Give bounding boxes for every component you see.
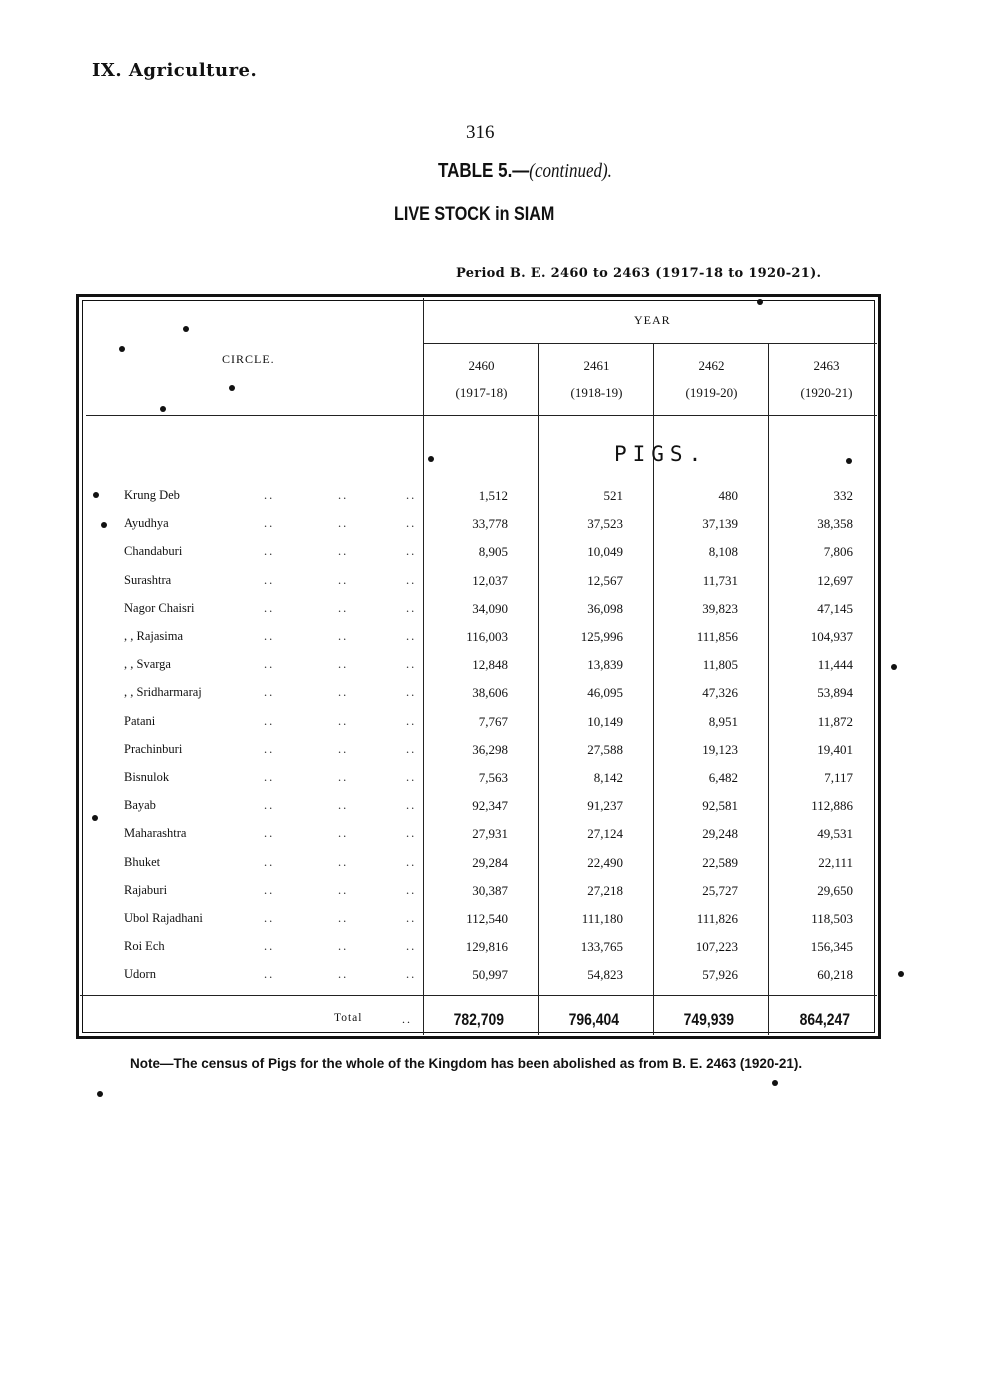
value-cell: 11,731 — [702, 572, 738, 588]
leader-dots: .. — [338, 657, 349, 672]
total-label: Total — [334, 1012, 363, 1024]
scan-speck — [891, 664, 897, 670]
table-row — [84, 685, 874, 713]
value-cell: 54,823 — [587, 967, 623, 983]
scan-speck — [772, 1080, 778, 1086]
table-title-main: TABLE 5.— — [438, 160, 530, 182]
circle-name: Rajaburi — [124, 882, 168, 897]
circle-name: Prachinburi — [124, 741, 183, 756]
value-cell: 19,401 — [817, 741, 853, 757]
value-cell: 30,387 — [472, 882, 508, 898]
leader-dots: .. — [338, 544, 349, 559]
table-title-continued: (continued). — [529, 160, 612, 182]
value-cell: 8,951 — [708, 713, 738, 729]
leader-dots: .. — [264, 600, 275, 615]
value-cell: 11,444 — [817, 657, 853, 673]
leader-dots: .. — [406, 488, 417, 502]
value-cell: 37,139 — [702, 516, 738, 532]
value-cell: 60,218 — [817, 967, 853, 983]
value-cell: 22,589 — [702, 854, 738, 870]
leader-dots: .. — [406, 770, 417, 784]
value-cell: 47,145 — [817, 600, 853, 616]
table-row — [84, 544, 874, 572]
table-row — [84, 967, 874, 995]
leader-dots: .. — [264, 488, 275, 502]
value-cell: 6,482 — [708, 770, 738, 785]
value-cell: 125,996 — [580, 629, 623, 644]
leader-dots: .. — [264, 544, 275, 559]
table-row — [84, 742, 874, 770]
value-cell: 39,823 — [702, 600, 738, 616]
scan-speck — [183, 326, 189, 332]
leader-dots: .. — [338, 911, 349, 925]
year-header-rule — [423, 343, 877, 344]
value-cell: 27,588 — [587, 741, 623, 757]
value-cell: 12,697 — [817, 572, 853, 588]
circle-header: CIRCLE. — [222, 352, 275, 366]
footnote: Note—The census of Pigs for the whole of the Kingdom has been abolished as from B. E. 2463 (1920-21). — [130, 1056, 803, 1071]
year-be: 2463 — [813, 358, 840, 373]
value-cell: 111,180 — [581, 911, 623, 926]
leader-dots: .. — [264, 741, 275, 756]
value-cell: 10,049 — [587, 544, 623, 560]
leader-dots: .. — [338, 939, 349, 954]
total-2462: 749,939 — [683, 1010, 734, 1029]
leader-dots: .. — [264, 798, 275, 813]
leader-dots: .. — [406, 713, 417, 728]
circle-name: Chandaburi — [124, 544, 183, 559]
leader-dots: .. — [264, 685, 275, 700]
leader-dots: .. — [406, 854, 417, 869]
circle-name: , , Svarga — [124, 657, 171, 672]
leader-dots: .. — [264, 854, 275, 869]
value-cell: 38,358 — [817, 516, 853, 532]
table-row — [84, 714, 874, 742]
value-cell: 19,123 — [702, 741, 738, 757]
year-ce: (1920-21) — [800, 385, 853, 400]
leader-dots: .. — [406, 798, 417, 813]
circle-name: Bisnulok — [124, 770, 170, 784]
value-cell: 27,218 — [587, 882, 623, 898]
total-2460: 782,709 — [453, 1010, 504, 1029]
leader-dots: .. — [264, 629, 275, 643]
value-cell: 480 — [718, 488, 738, 503]
leader-dots: .. — [406, 544, 417, 559]
page-number: 316 — [466, 122, 495, 143]
value-cell: 12,567 — [587, 572, 623, 588]
year-col-2460 — [424, 352, 539, 406]
value-cell: 129,816 — [465, 939, 508, 955]
leader-dots: .. — [338, 770, 349, 784]
leader-dots: .. — [264, 882, 275, 897]
value-cell: 12,037 — [472, 572, 508, 588]
value-cell: 8,108 — [708, 544, 738, 560]
value-cell: 22,111 — [818, 854, 853, 870]
leader-dots: .. — [406, 939, 417, 954]
table-row — [84, 488, 874, 516]
circle-name: Bhuket — [124, 854, 161, 869]
value-cell: 33,778 — [472, 516, 508, 532]
circle-name: Patani — [124, 713, 156, 728]
total-2463: 864,247 — [799, 1010, 850, 1029]
total-leader-dots: .. — [402, 1012, 412, 1026]
scan-speck — [101, 522, 107, 528]
leader-dots: .. — [406, 911, 417, 925]
leader-dots: .. — [406, 600, 417, 615]
year-header: YEAR — [634, 313, 671, 327]
value-cell: 38,606 — [472, 685, 508, 701]
leader-dots: .. — [338, 685, 349, 700]
leader-dots: .. — [264, 826, 275, 841]
scan-speck — [93, 492, 99, 498]
circle-name: , , Sridharmaraj — [124, 685, 202, 700]
scan-speck — [160, 406, 166, 412]
value-cell: 112,540 — [466, 911, 508, 926]
value-cell: 37,523 — [587, 516, 623, 532]
year-be: 2461 — [583, 358, 610, 373]
value-cell: 12,848 — [472, 657, 508, 673]
table-row — [84, 629, 874, 657]
value-cell: 50,997 — [472, 967, 508, 983]
leader-dots: .. — [406, 516, 417, 531]
leader-dots: .. — [406, 741, 417, 756]
leader-dots: .. — [264, 657, 275, 672]
value-cell: 1,512 — [478, 488, 508, 503]
value-cell: 91,237 — [587, 798, 623, 814]
leader-dots: .. — [338, 488, 349, 502]
value-cell: 116,003 — [466, 629, 508, 644]
table-row — [84, 855, 874, 883]
value-cell: 7,806 — [823, 544, 853, 560]
value-cell: 111,856 — [696, 629, 738, 644]
value-cell: 53,894 — [817, 685, 853, 701]
leader-dots: .. — [338, 713, 349, 728]
leader-dots: .. — [338, 741, 349, 756]
scan-speck — [428, 456, 434, 462]
value-cell: 27,124 — [587, 826, 623, 842]
leader-dots: .. — [338, 572, 349, 587]
year-be: 2462 — [698, 358, 725, 373]
value-cell: 92,347 — [472, 798, 508, 814]
value-cell: 104,937 — [810, 629, 853, 644]
year-col-2462 — [654, 352, 769, 406]
value-cell: 11,872 — [817, 713, 853, 729]
value-cell: 22,490 — [587, 854, 623, 870]
leader-dots: .. — [406, 967, 417, 982]
scan-speck — [97, 1091, 103, 1097]
section-heading: IX. Agriculture. — [92, 60, 258, 81]
scan-speck — [119, 346, 125, 352]
circle-name: , , Rajasima — [124, 629, 184, 643]
value-cell: 29,650 — [817, 882, 853, 898]
leader-dots: .. — [338, 798, 349, 813]
table-row — [84, 657, 874, 685]
leader-dots: .. — [406, 882, 417, 897]
value-cell: 156,345 — [810, 939, 853, 955]
table-row — [84, 883, 874, 911]
table-row — [84, 911, 874, 939]
value-cell: 7,767 — [478, 713, 508, 729]
period-line: Period B. E. 2460 to 2463 (1917-18 to 1920-21). — [456, 266, 822, 281]
scan-speck — [898, 971, 904, 977]
circle-name: Maharashtra — [124, 826, 187, 841]
value-cell: 34,090 — [472, 600, 508, 616]
table-row — [84, 826, 874, 854]
leader-dots: .. — [264, 939, 275, 954]
circle-name: Surashtra — [124, 572, 172, 587]
value-cell: 11,805 — [702, 657, 738, 673]
value-cell: 7,563 — [478, 770, 508, 785]
table-subtitle: LIVE STOCK in SIAM — [394, 204, 555, 225]
leader-dots: .. — [338, 629, 349, 643]
table-row — [84, 770, 874, 798]
circle-name: Roi Ech — [124, 939, 165, 954]
year-be: 2460 — [468, 358, 495, 373]
leader-dots: .. — [406, 657, 417, 672]
scan-speck — [229, 385, 235, 391]
year-ce: (1919-20) — [685, 385, 738, 400]
scan-speck — [92, 815, 98, 821]
value-cell: 8,905 — [478, 544, 508, 560]
value-cell: 8,142 — [593, 770, 623, 785]
value-cell: 46,095 — [587, 685, 623, 701]
value-cell: 49,531 — [817, 826, 853, 842]
table-row — [84, 601, 874, 629]
circle-name: Ayudhya — [124, 516, 169, 531]
leader-dots: .. — [264, 572, 275, 587]
scan-speck — [846, 458, 852, 464]
value-cell: 118,503 — [811, 911, 853, 926]
year-ce: (1917-18) — [455, 385, 508, 400]
value-cell: 111,826 — [696, 911, 738, 926]
circle-name: Krung Deb — [124, 488, 180, 502]
leader-dots: .. — [406, 572, 417, 587]
year-col-2463 — [769, 352, 884, 406]
value-cell: 10,149 — [587, 713, 623, 729]
leader-dots: .. — [338, 882, 349, 897]
year-ce: (1918-19) — [570, 385, 623, 400]
value-cell: 57,926 — [702, 967, 738, 983]
value-cell: 36,098 — [587, 600, 623, 616]
leader-dots: .. — [338, 967, 349, 982]
circle-name: Ubol Rajadhani — [124, 911, 203, 925]
circle-name: Udorn — [124, 967, 156, 982]
leader-dots: .. — [406, 685, 417, 700]
value-cell: 107,223 — [695, 939, 738, 955]
table-title — [438, 160, 612, 183]
value-cell: 13,839 — [587, 657, 623, 673]
value-cell: 25,727 — [702, 882, 738, 898]
total-2461: 796,404 — [568, 1010, 619, 1029]
table-row — [84, 939, 874, 967]
value-cell: 29,248 — [702, 826, 738, 842]
value-cell: 92,581 — [702, 798, 738, 814]
table-row — [84, 573, 874, 601]
leader-dots: .. — [264, 911, 275, 925]
leader-dots: .. — [406, 826, 417, 841]
leader-dots: .. — [338, 826, 349, 841]
year-col-2461 — [539, 352, 654, 406]
leader-dots: .. — [338, 516, 349, 531]
leader-dots: .. — [264, 713, 275, 728]
scan-speck — [757, 299, 763, 305]
value-cell: 47,326 — [702, 685, 738, 701]
section-label-pigs: PIGS. — [614, 442, 708, 466]
value-cell: 133,765 — [580, 939, 623, 955]
value-cell: 112,886 — [811, 798, 853, 814]
value-cell: 36,298 — [472, 741, 508, 757]
leader-dots: .. — [338, 854, 349, 869]
value-cell: 29,284 — [472, 854, 508, 870]
leader-dots: .. — [406, 629, 417, 643]
leader-dots: .. — [264, 770, 275, 784]
value-cell: 521 — [603, 488, 623, 503]
value-cell: 7,117 — [824, 770, 853, 785]
value-cell: 27,931 — [472, 826, 508, 842]
header-bottom-rule — [86, 415, 877, 416]
table-row — [84, 798, 874, 826]
circle-name: Bayab — [124, 798, 156, 813]
value-cell: 332 — [833, 488, 853, 503]
leader-dots: .. — [338, 600, 349, 615]
leader-dots: .. — [264, 967, 275, 982]
table-row — [84, 516, 874, 544]
circle-name: Nagor Chaisri — [124, 600, 195, 615]
leader-dots: .. — [264, 516, 275, 531]
